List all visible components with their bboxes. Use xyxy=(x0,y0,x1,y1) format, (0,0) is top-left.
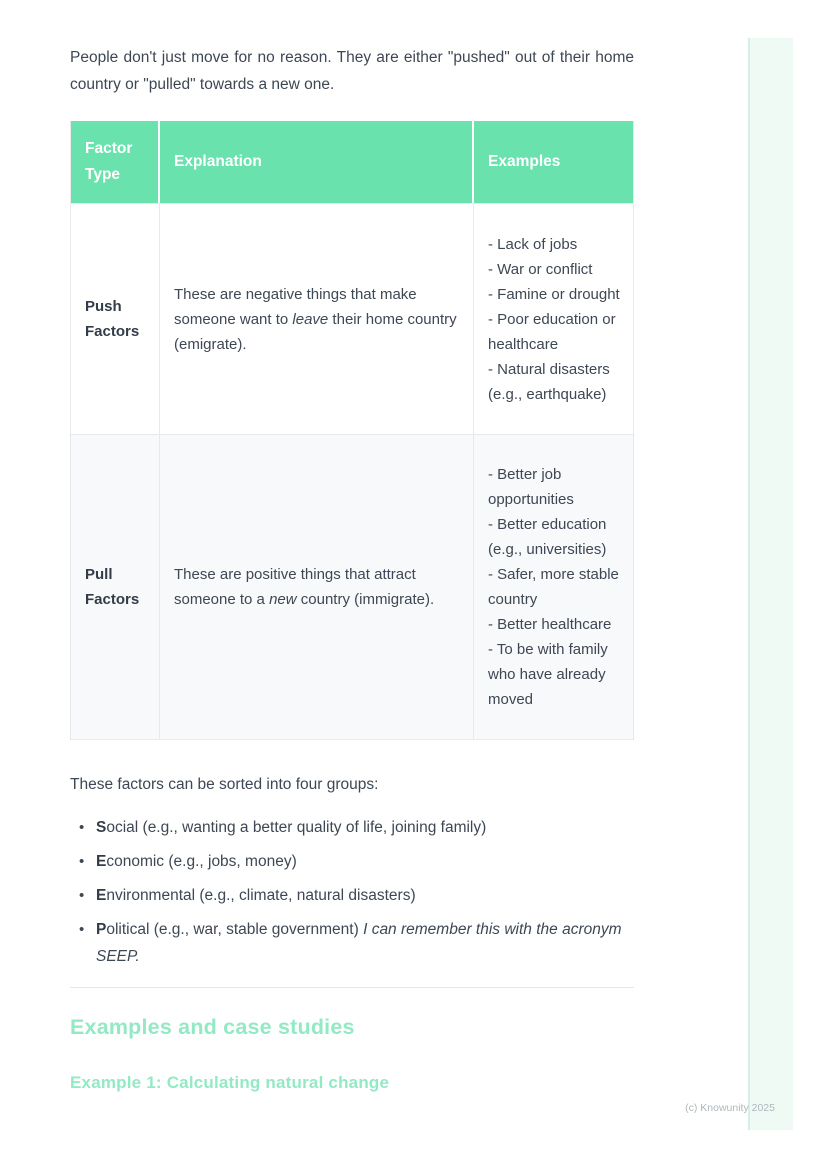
section-divider xyxy=(70,987,634,988)
group-item-political: • Political (e.g., war, stable government) I can remember this with the acronym SEEP. xyxy=(70,916,634,970)
example-item: - Poor education or healthcare xyxy=(488,310,616,353)
header-cell-examples: Examples xyxy=(488,153,561,170)
table-row-pull-factors xyxy=(71,434,633,739)
example-item: - Natural disasters (e.g., earthquake) xyxy=(488,360,610,403)
table-header-row xyxy=(71,121,633,203)
examples-section-heading: Examples and case studies xyxy=(70,1015,355,1039)
push-pull-factors-table xyxy=(70,121,634,740)
seep-groups-list xyxy=(70,814,634,970)
example-item: - War or conflict xyxy=(488,260,593,278)
push-factors-examples xyxy=(474,204,634,434)
example-item: - Better education (e.g., universities) xyxy=(488,516,607,558)
groups-intro-paragraph: These factors can be sorted into four groups: xyxy=(70,776,379,793)
push-factors-label: Push Factors xyxy=(71,204,160,434)
example1-subheading: Example 1: Calculating natural change xyxy=(70,1073,390,1092)
example-item: - Famine or drought xyxy=(488,285,620,303)
intro-paragraph: People don't just move for no reason. They are either "pushed" out of their home country or "pulled" towards a new one. xyxy=(70,49,634,93)
header-cell-factor-type: Factor Type xyxy=(71,121,160,203)
page-edge-accent-bar xyxy=(748,38,793,1130)
example-item: - Safer, more stable country xyxy=(488,566,619,608)
pull-factors-label: Pull Factors xyxy=(71,435,160,739)
example-item: - Better healthcare xyxy=(488,616,612,633)
push-factors-explanation: These are negative things that make someone want to leave their home country (emigrate). xyxy=(160,204,474,434)
pull-factors-explanation: These are positive things that attract someone to a new country (immigrate). xyxy=(160,435,474,739)
table-row-push-factors xyxy=(71,203,633,434)
group-item-environmental: • Environmental (e.g., climate, natural disasters) xyxy=(70,882,634,909)
copyright-footer: (c) Knowunity 2025 xyxy=(685,1102,775,1114)
example-item: - Better job opportunities xyxy=(488,466,574,508)
example-item: - To be with family who have already moved xyxy=(488,641,608,708)
group-item-social: • Social (e.g., wanting a better quality of life, joining family) xyxy=(70,814,634,841)
group-item-economic: • Economic (e.g., jobs, money) xyxy=(70,848,634,875)
header-cell-explanation: Explanation xyxy=(160,121,474,203)
pull-factors-examples xyxy=(474,435,634,739)
example-item: - Lack of jobs xyxy=(488,235,578,253)
